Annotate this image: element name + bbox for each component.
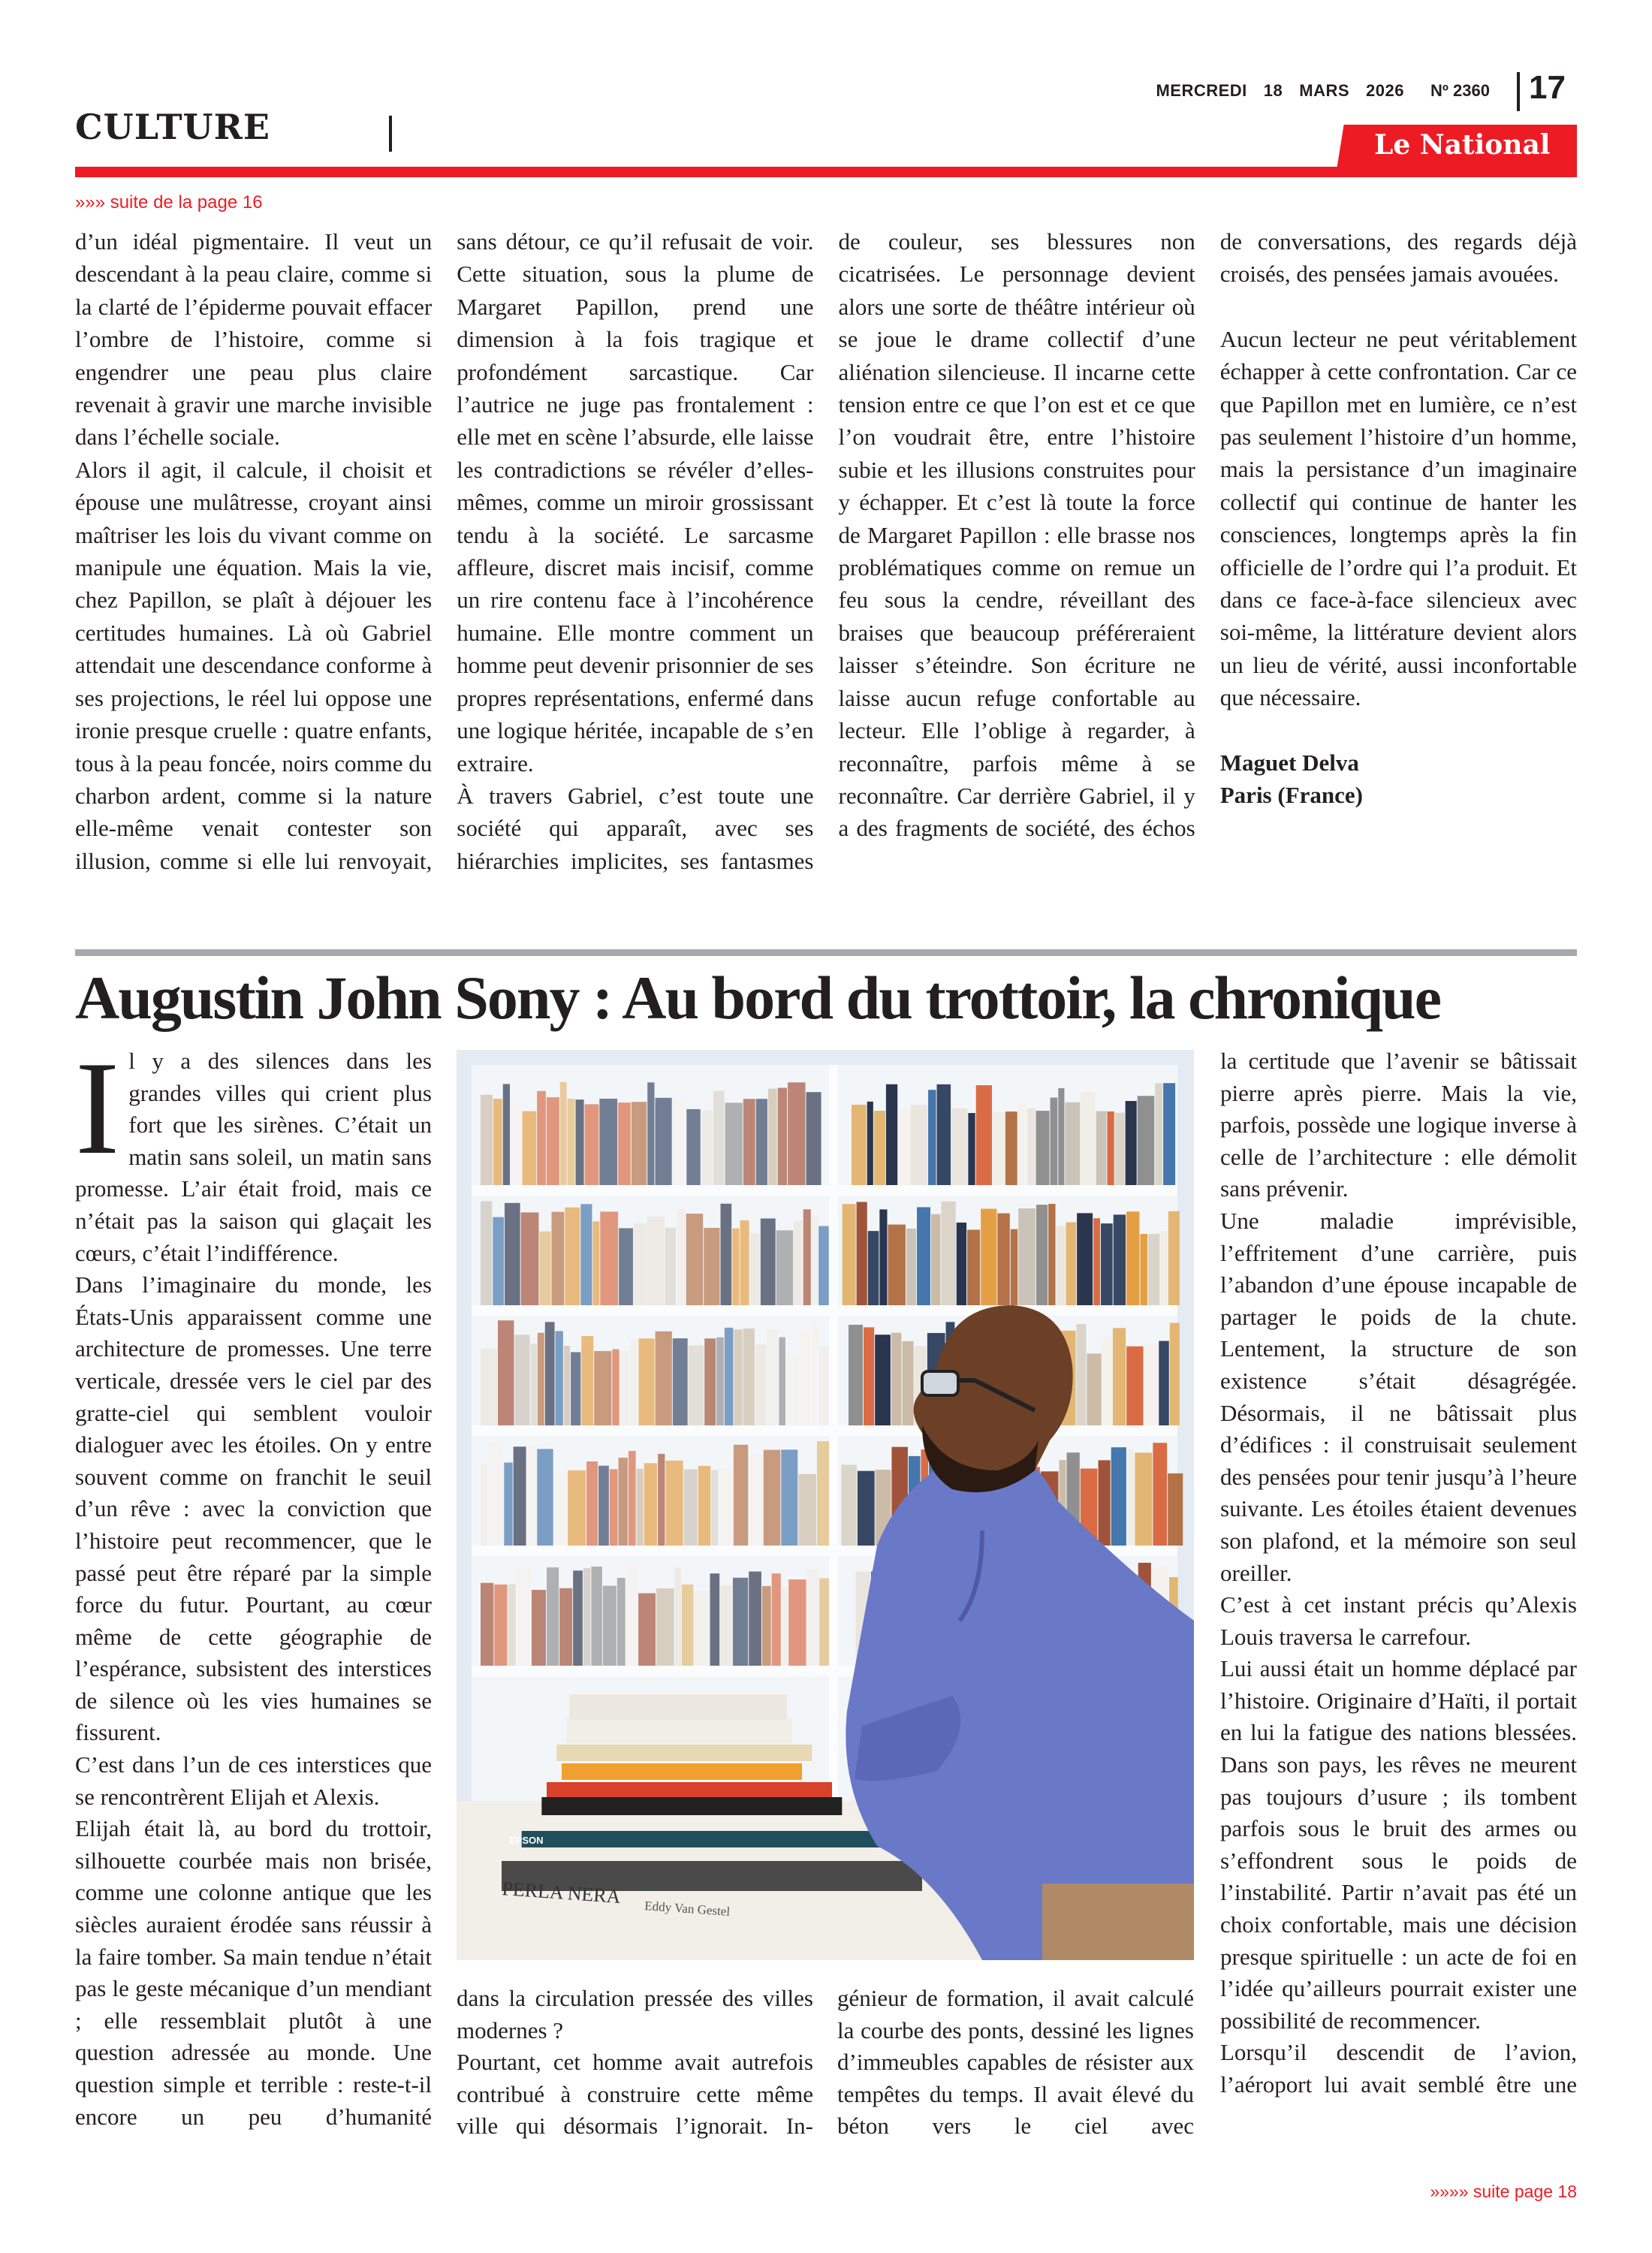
book-spine <box>610 1469 618 1546</box>
book-spine <box>968 1113 975 1185</box>
book-spine <box>547 1097 559 1185</box>
book-spine <box>638 1593 656 1666</box>
book-spine <box>673 1338 688 1425</box>
book-spine <box>711 1470 718 1546</box>
book-spine <box>1114 1214 1126 1305</box>
book-spine <box>603 1586 616 1666</box>
book-spine <box>537 1091 546 1185</box>
shelf <box>472 1305 1177 1316</box>
book-spine <box>493 1217 504 1305</box>
paragraph: Elijah était là, au bord du trottoir, silhouette courbée mais non brisée, comme une colonne antique que les siècles auraient érodée sans réussir à la faire tomber. Sa main tendue n’était pas le geste mécanique d’un mendiant ; elle ressemblait plutôt à une question adressée au monde. Une question simple et terrible : reste-t-il encore un peu d’humanité <box>75 1815 432 2130</box>
book-spine <box>580 1204 592 1305</box>
paragraph: C’est à cet instant précis qu’Alexis Louis traversa le carrefour. <box>1220 1591 1577 1650</box>
book-spine <box>886 1084 897 1185</box>
book-spine <box>721 1204 732 1305</box>
book-spine <box>539 1232 550 1305</box>
article-photo <box>457 1050 1194 1960</box>
book-spine <box>498 1320 514 1425</box>
book-spine <box>656 1588 674 1666</box>
book-spine <box>806 1092 821 1185</box>
book-spine <box>634 1223 646 1305</box>
book-spine <box>665 1228 676 1305</box>
book-spine <box>1036 1111 1050 1185</box>
book-spine <box>818 1226 829 1305</box>
page-number: 17 <box>1529 69 1566 106</box>
book-spine <box>898 1109 910 1185</box>
book-spine <box>779 1338 785 1425</box>
book-spine <box>734 1329 742 1425</box>
book-spine <box>1153 1443 1167 1546</box>
paragraph: Aucun lecteur ne peut véritablement échapper à cette confrontation. Car ce que Papillon met en lumière, ce n’est pas seulement l’histoire d’un homme, mais la persistance d’un imaginaire collectif qui continue de hanter les consciences, longtemps après la fin officielle de l’ordre qui l’a produit. Et dans ce face-à-face silencieux avec soi-même, la littérature devient alors un lieu de vérité, aussi inconfortable que nécessaire. <box>1219 325 1577 711</box>
book-spine <box>743 1099 755 1185</box>
book-spine <box>734 1445 748 1546</box>
book-spine <box>599 1099 617 1185</box>
book-spine <box>917 1207 930 1305</box>
book-spine <box>704 1228 719 1305</box>
book-spine <box>581 1336 593 1425</box>
book-spine <box>573 1570 583 1666</box>
book-spine <box>776 1230 793 1305</box>
book-spine <box>1099 1460 1111 1546</box>
book-spine <box>967 1229 980 1305</box>
book-spine <box>743 1329 755 1425</box>
book-spine <box>849 1325 863 1425</box>
book-spine <box>523 1111 537 1185</box>
book-spine <box>857 1202 867 1305</box>
book-spine <box>481 1201 492 1305</box>
book-spine <box>906 1229 916 1305</box>
paragraph: C’est dans l’un de ces interstices que se rencontrèrent Elijah et Alexis. <box>75 1751 432 1810</box>
author-location: Paris (France) <box>1219 782 1363 809</box>
book-spine <box>677 1209 686 1305</box>
book-spine <box>1065 1102 1080 1185</box>
book-spine <box>629 1451 636 1546</box>
book-spine <box>1058 1088 1064 1185</box>
book-spine <box>521 1212 539 1305</box>
paragraph: dans la circulation pressée des villes modernes ? <box>457 1985 813 2043</box>
book-spine <box>888 1225 905 1305</box>
book-spine <box>1168 1473 1183 1546</box>
book-spine <box>583 1568 591 1666</box>
book-spine <box>1096 1111 1107 1185</box>
book-spine <box>1160 1231 1168 1305</box>
book-spine <box>505 1203 520 1305</box>
issue-number: Nº 2360 <box>1430 81 1490 100</box>
book-spine <box>656 1332 672 1425</box>
book-spine <box>997 1214 1009 1305</box>
book-spine <box>1077 1324 1087 1425</box>
book-spine <box>644 1463 657 1546</box>
book-spine <box>858 1471 875 1546</box>
book-spine <box>537 1449 553 1546</box>
book-spine <box>875 1335 891 1425</box>
book-spine <box>1168 1211 1180 1305</box>
book-spine <box>755 1344 766 1425</box>
book-spine <box>592 1221 599 1305</box>
paragraph: Dans l’imaginaire du monde, les États-Unis apparaissent comme une architecture de promesses. Une terre verticale, dressée vers le ciel par des gratte-ciel qui semblent vouloir dialoguer avec les étoiles. On y entre souvent comme on franchit le seuil d’un rêve : avec la conviction que l’histoire peut recommencer, que le passé peut être réparé par la simple force du futur. Pourtant, au cœur même de cette géographie de l’espérance, subsistent des interstices de silence où les vies humaines se fissurent. <box>75 1271 432 1746</box>
paragraph: Pourtant, cet homme avait autrefois contribué à construire cette même ville qui désormais l’ignorait. In- <box>457 2049 813 2140</box>
book-spine <box>891 1333 902 1425</box>
book-spine <box>749 1572 761 1666</box>
book-spine <box>1066 1222 1076 1305</box>
book-spine <box>514 1335 529 1425</box>
book-spine <box>772 1573 781 1666</box>
book-spine <box>1087 1353 1101 1425</box>
book-spine <box>684 1469 698 1546</box>
stacked-book <box>567 1718 792 1744</box>
book-spine <box>1115 1113 1125 1185</box>
paragraph: l y a des silences dans les grandes villes qui crient plus fort que les sirènes. C’était un matin sans soleil, un matin sans promesse. L’air était froid, mais ce n’était pas la saison qui glaçait les cœurs, c’était l’indifférence. <box>75 1048 432 1266</box>
book-spine <box>1144 1344 1159 1425</box>
book-spine <box>710 1573 719 1666</box>
book-spine <box>750 1233 760 1305</box>
shelf <box>472 1185 1177 1196</box>
book-spine <box>612 1350 619 1425</box>
paragraph: Une maladie imprévisible, l’effritement d’une carrière, puis l’abandon d’une épouse incapable de partager le poids de la chute. Lentement, la structure de son existence s’était désagrégée. Désormais, il ne bâtissait plus d’édifices : il construisait seulement des pensées pour tenir jusqu’à l’heure suivante. Les étoiles étaient devenues son plafond, et la mémoire son seul oreiller. <box>1220 1207 1577 1586</box>
book-spine <box>1102 1337 1112 1425</box>
book-spine <box>1126 1101 1137 1185</box>
book-spine <box>879 1209 887 1305</box>
book-spine <box>493 1099 502 1185</box>
stacked-book <box>562 1763 802 1780</box>
book-spine <box>494 1585 507 1666</box>
book-spine <box>874 1111 885 1185</box>
book-spine <box>511 1104 522 1185</box>
paragraph: Lui aussi était un homme déplacé par l’histoire. Originaire d’Haïti, il portait en lui la fatigue des nations blessées. Dans son pays, les rêves ne meurent pas toujours d’usure ; ils tombent parfois sous le bruit des armes ou s’effondrent sous le poids de l’instabilité. Partir n’avait pas été un choix confortable, mais une décision presque spirituelle : un acte de foi en l’idée qu’ailleurs pourrait exister une possibilité de recommencer. <box>1220 1655 1577 2034</box>
book-spine <box>993 1112 1005 1185</box>
book-spine <box>716 1338 724 1425</box>
book-spine <box>911 1105 927 1185</box>
book-spine <box>937 1084 951 1185</box>
stacked-book <box>556 1745 812 1761</box>
book-spine <box>788 1082 805 1185</box>
header-rule <box>75 167 1577 177</box>
book-spine <box>1077 1213 1093 1305</box>
book-spine <box>527 1447 537 1546</box>
book-spine <box>620 1350 630 1425</box>
book-spine <box>686 1109 700 1185</box>
stacked-book <box>522 1831 882 1847</box>
book-spine <box>481 1095 493 1185</box>
paragraph: génieur de formation, il avait calculé la courbe des ponts, dessiné les lignes d’immeubles capables de résister aux tempêtes du temps. Il avait élevé du béton vers le ciel avec <box>837 1985 1194 2140</box>
book-spine <box>530 1344 536 1425</box>
article-divider <box>75 949 1577 956</box>
book-spine <box>655 1098 671 1185</box>
book-spine <box>778 1088 787 1185</box>
book-spine <box>481 1464 487 1546</box>
book-spine <box>556 1331 563 1425</box>
book-spine <box>957 1223 966 1305</box>
book-spine <box>749 1455 763 1546</box>
book-spine <box>560 1082 567 1185</box>
author-name: Maguet Delva <box>1219 749 1359 776</box>
book-spine <box>487 1441 503 1546</box>
book-spine <box>1101 1223 1113 1305</box>
book-spine <box>1159 1341 1168 1425</box>
book-spine <box>807 1570 819 1666</box>
book-spine <box>673 1100 686 1185</box>
book-spine <box>788 1579 806 1666</box>
book-spine <box>764 1450 781 1546</box>
book-spine <box>941 1202 955 1305</box>
book-spine <box>1113 1328 1126 1425</box>
book-spine <box>768 1089 777 1185</box>
book-spine <box>1138 1096 1154 1185</box>
book-spine <box>1126 1211 1139 1305</box>
book-spine <box>733 1578 748 1666</box>
book-spine <box>725 1328 734 1425</box>
book-spine <box>1170 1323 1180 1425</box>
book-spine <box>1155 1084 1162 1185</box>
book-spine <box>514 1446 526 1546</box>
weekday: MERCREDI <box>1156 81 1247 100</box>
book-spine <box>586 1461 598 1546</box>
book-spine <box>698 1466 710 1546</box>
book-spine <box>1051 1097 1058 1185</box>
brand-logo: Le National <box>1374 129 1551 161</box>
book-spine <box>686 1214 704 1305</box>
book-spine <box>1111 1447 1126 1546</box>
section-title: CULTURE <box>75 107 270 147</box>
book-spine <box>571 1352 580 1425</box>
book-spine <box>481 1583 493 1666</box>
book-spine <box>1005 1111 1017 1185</box>
book-spine <box>843 1204 856 1305</box>
book-spine <box>600 1211 618 1305</box>
book-spine <box>568 1099 575 1185</box>
book-spine <box>585 1104 599 1185</box>
stacked-book <box>534 1816 857 1829</box>
book-spine <box>761 1218 776 1305</box>
book-spine <box>1126 1347 1143 1425</box>
book-spine <box>852 1105 867 1185</box>
book-spine <box>1140 1234 1147 1305</box>
book-spine <box>1018 1208 1036 1305</box>
book-spine <box>1027 1108 1035 1185</box>
book-spine <box>1107 1111 1114 1185</box>
book-spine <box>794 1220 803 1305</box>
day: 18 <box>1263 81 1283 100</box>
book-spine <box>867 1102 873 1185</box>
book-spine <box>647 1217 664 1305</box>
book-spine <box>538 1333 544 1425</box>
shelf <box>472 1425 1177 1436</box>
stacked-book <box>569 1694 787 1720</box>
month: MARS <box>1299 81 1350 100</box>
book-spine <box>756 1099 767 1185</box>
book-spine <box>551 1212 564 1305</box>
bookshelf-portrait-image <box>457 1050 1194 1960</box>
book-spine <box>545 1322 555 1425</box>
book-spine <box>928 1090 936 1185</box>
main-article-column-4 <box>1220 1045 1577 2101</box>
paragraph: À travers Gabriel, c’est toute une société qui apparaît, avec ses hiérarchies implicites, ses fantasmes de couleur, ses blessures non cicatrisées. Le personnage devient alors une sorte de théâtre intérieur où se joue le drame collectif d’une aliénation silencieuse. Il incarne cette tension entre ce que l’on est et ce que l’on voudrait être, entre l’histoire subie et les illusions construites pour y échapper. Et c’est là toute la force de Margaret Papillon : elle brasse nos problématiques comme on remue un feu sous la cendre, réveillant des braises que beaucoup préféreraient laisser s’éteindre. Son écriture ne laisse aucun refuge confortable au lecteur. Elle l’oblige à regarder, à reconnaître, parfois même à se reconnaître. Car derrière Gabriel, il y a des fragments de société, des échos de conversations, des regards déjà croisés, des pensées jamais avouées. <box>457 228 1577 874</box>
page-number-divider <box>1517 72 1520 111</box>
book-spine <box>1135 1452 1152 1546</box>
book-spine <box>532 1590 546 1666</box>
book-spine <box>864 1327 874 1425</box>
book-spine <box>976 1085 992 1185</box>
book-spine <box>798 1474 816 1546</box>
main-article-column-2 <box>457 1983 813 2143</box>
book-spine <box>675 1567 681 1666</box>
book-spine <box>631 1340 638 1425</box>
book-spine <box>658 1454 665 1546</box>
book-title-text: PERLA NERA <box>501 1878 622 1908</box>
book-spine <box>576 1099 584 1185</box>
book-spine <box>619 1228 633 1305</box>
book-spine <box>767 1329 778 1425</box>
book-spine <box>547 1567 559 1666</box>
book-spine <box>647 1082 654 1185</box>
book-spine <box>1163 1083 1175 1185</box>
book-spine <box>800 1330 811 1425</box>
book-spine <box>1057 1226 1066 1305</box>
paragraph: d’un idéal pigmentaire. Il veut un descendant à la peau claire, comme si la clarté de l’épiderme pouvait effacer l’ombre de l’histoire, comme si engendrer une peau plus claire revenait à gravir une marche invisible dans l’échelle sociale. <box>75 228 433 451</box>
book-spine <box>931 1214 940 1305</box>
book-spine <box>665 1461 683 1546</box>
book-spine <box>1081 1092 1095 1185</box>
book-spine <box>682 1585 694 1666</box>
main-article-column-3 <box>837 1983 1194 2143</box>
book-spine <box>1036 1205 1048 1305</box>
book-spine <box>637 1469 644 1546</box>
paragraph: la certitude que l’avenir se bâtissait pierre après pierre. Mais la vie, parfois, possède une logique inverse à celle de l’architecture : elle démolit sans prévenir. <box>1220 1048 1577 1202</box>
book-spine <box>720 1585 732 1666</box>
book-spine <box>1093 1218 1100 1305</box>
book-spine <box>701 1111 713 1185</box>
book-spine <box>517 1568 531 1666</box>
book-spine <box>1148 1234 1159 1305</box>
book-spine <box>504 1462 512 1546</box>
book-spine <box>554 1473 568 1546</box>
book-spine <box>704 1338 716 1425</box>
book-spine <box>812 1322 818 1425</box>
section-divider <box>389 116 392 152</box>
continued-to-link[interactable]: »»»» suite page 18 <box>1430 2182 1577 2201</box>
drop-cap: I <box>75 1033 120 1182</box>
book-spine <box>564 1346 570 1425</box>
book-spine <box>626 1563 638 1666</box>
book-spine <box>841 1464 857 1546</box>
book-spine <box>951 1108 967 1185</box>
book-spine <box>689 1346 704 1425</box>
book-spine <box>481 1348 497 1425</box>
book-spine <box>740 1220 749 1305</box>
book-spine <box>868 1231 879 1305</box>
stacked-book <box>541 1797 842 1815</box>
book-spine <box>803 1209 811 1305</box>
book-spine <box>591 1567 601 1666</box>
book-spine <box>598 1466 609 1546</box>
book-spine <box>1127 1449 1135 1546</box>
headline: Augustin John Sony : Au bord du trottoir, la chronique <box>75 964 1441 1032</box>
book-spine <box>594 1351 611 1425</box>
year: 2026 <box>1366 81 1404 100</box>
continued-from-link[interactable]: »»» suite de la page 16 <box>75 192 263 213</box>
book-spine <box>1018 1104 1027 1185</box>
book-spine <box>619 1458 628 1546</box>
book-spine <box>781 1449 797 1546</box>
stacked-book <box>547 1782 832 1797</box>
book-spine <box>618 1102 631 1185</box>
paragraph: Alors il agit, il calcule, il choisit et épouse une mulâtresse, croyant ainsi maîtriser les lois du vivant comme on manipule une équation. Mais la vie, chez Papillon, se plaît à déjouer les certitudes humaines. Là où Gabriel attendait une descendance conforme à ses projections, le réel lui oppose une ironie presque cruelle : quatre enfants, tous à la peau foncée, noirs comme du charbon ardent, comme si la nature elle-même venait contester son illusion, comme si elle lui renvoyait, sans détour, ce qu’il refusait de voir. Cette situation, sous la plume de Margaret Papillon, prend une dimension à la fois tragique et profondément sarcastique. Car l’autrice ne juge pas frontalement : elle met en scène l’absurde, elle laisse les contradictions se révéler d’elles-mêmes, comme un miroir grossissant tendu à la société. Le sarcasme affleure, discret mais incisif, comme un rire contenu face à l’incohérence humaine. Elle montre comment un homme peut devenir prisonnier de ses propres représentations, enfermé dans une logique héritée, incapable de s’en extraire. <box>75 228 814 874</box>
book-spine <box>617 1578 626 1666</box>
epson-label: EPSON <box>509 1835 544 1846</box>
book-spine <box>817 1441 831 1546</box>
book-spine <box>782 1587 788 1666</box>
book-spine <box>565 1208 580 1305</box>
book-spine <box>639 1338 655 1425</box>
paragraph: Lorsqu’il descendit de l’avion, l’aéroport lui avait semblé être une <box>1220 2039 1577 2098</box>
main-article-column-1 <box>75 1033 432 2133</box>
top-article-body <box>75 225 1577 909</box>
book-spine <box>1048 1204 1055 1305</box>
book-spine <box>981 1209 996 1305</box>
book-spine <box>786 1353 799 1425</box>
book-spine <box>762 1586 771 1666</box>
book-spine <box>632 1102 647 1185</box>
book-spine <box>568 1470 586 1546</box>
book-spine <box>902 1341 913 1425</box>
book-spine <box>812 1216 818 1305</box>
book-spine <box>559 1588 572 1666</box>
book-spine <box>719 1467 732 1546</box>
book-spine <box>725 1102 743 1185</box>
book-spine <box>508 1585 515 1666</box>
book-spine <box>732 1229 739 1305</box>
book-spine <box>694 1591 709 1666</box>
book-author-text: Eddy Van Gestel <box>644 1899 731 1919</box>
book-spine <box>503 1084 510 1185</box>
dateline <box>1126 81 1404 101</box>
book-spine <box>1011 1229 1017 1305</box>
book-spine <box>713 1090 725 1185</box>
